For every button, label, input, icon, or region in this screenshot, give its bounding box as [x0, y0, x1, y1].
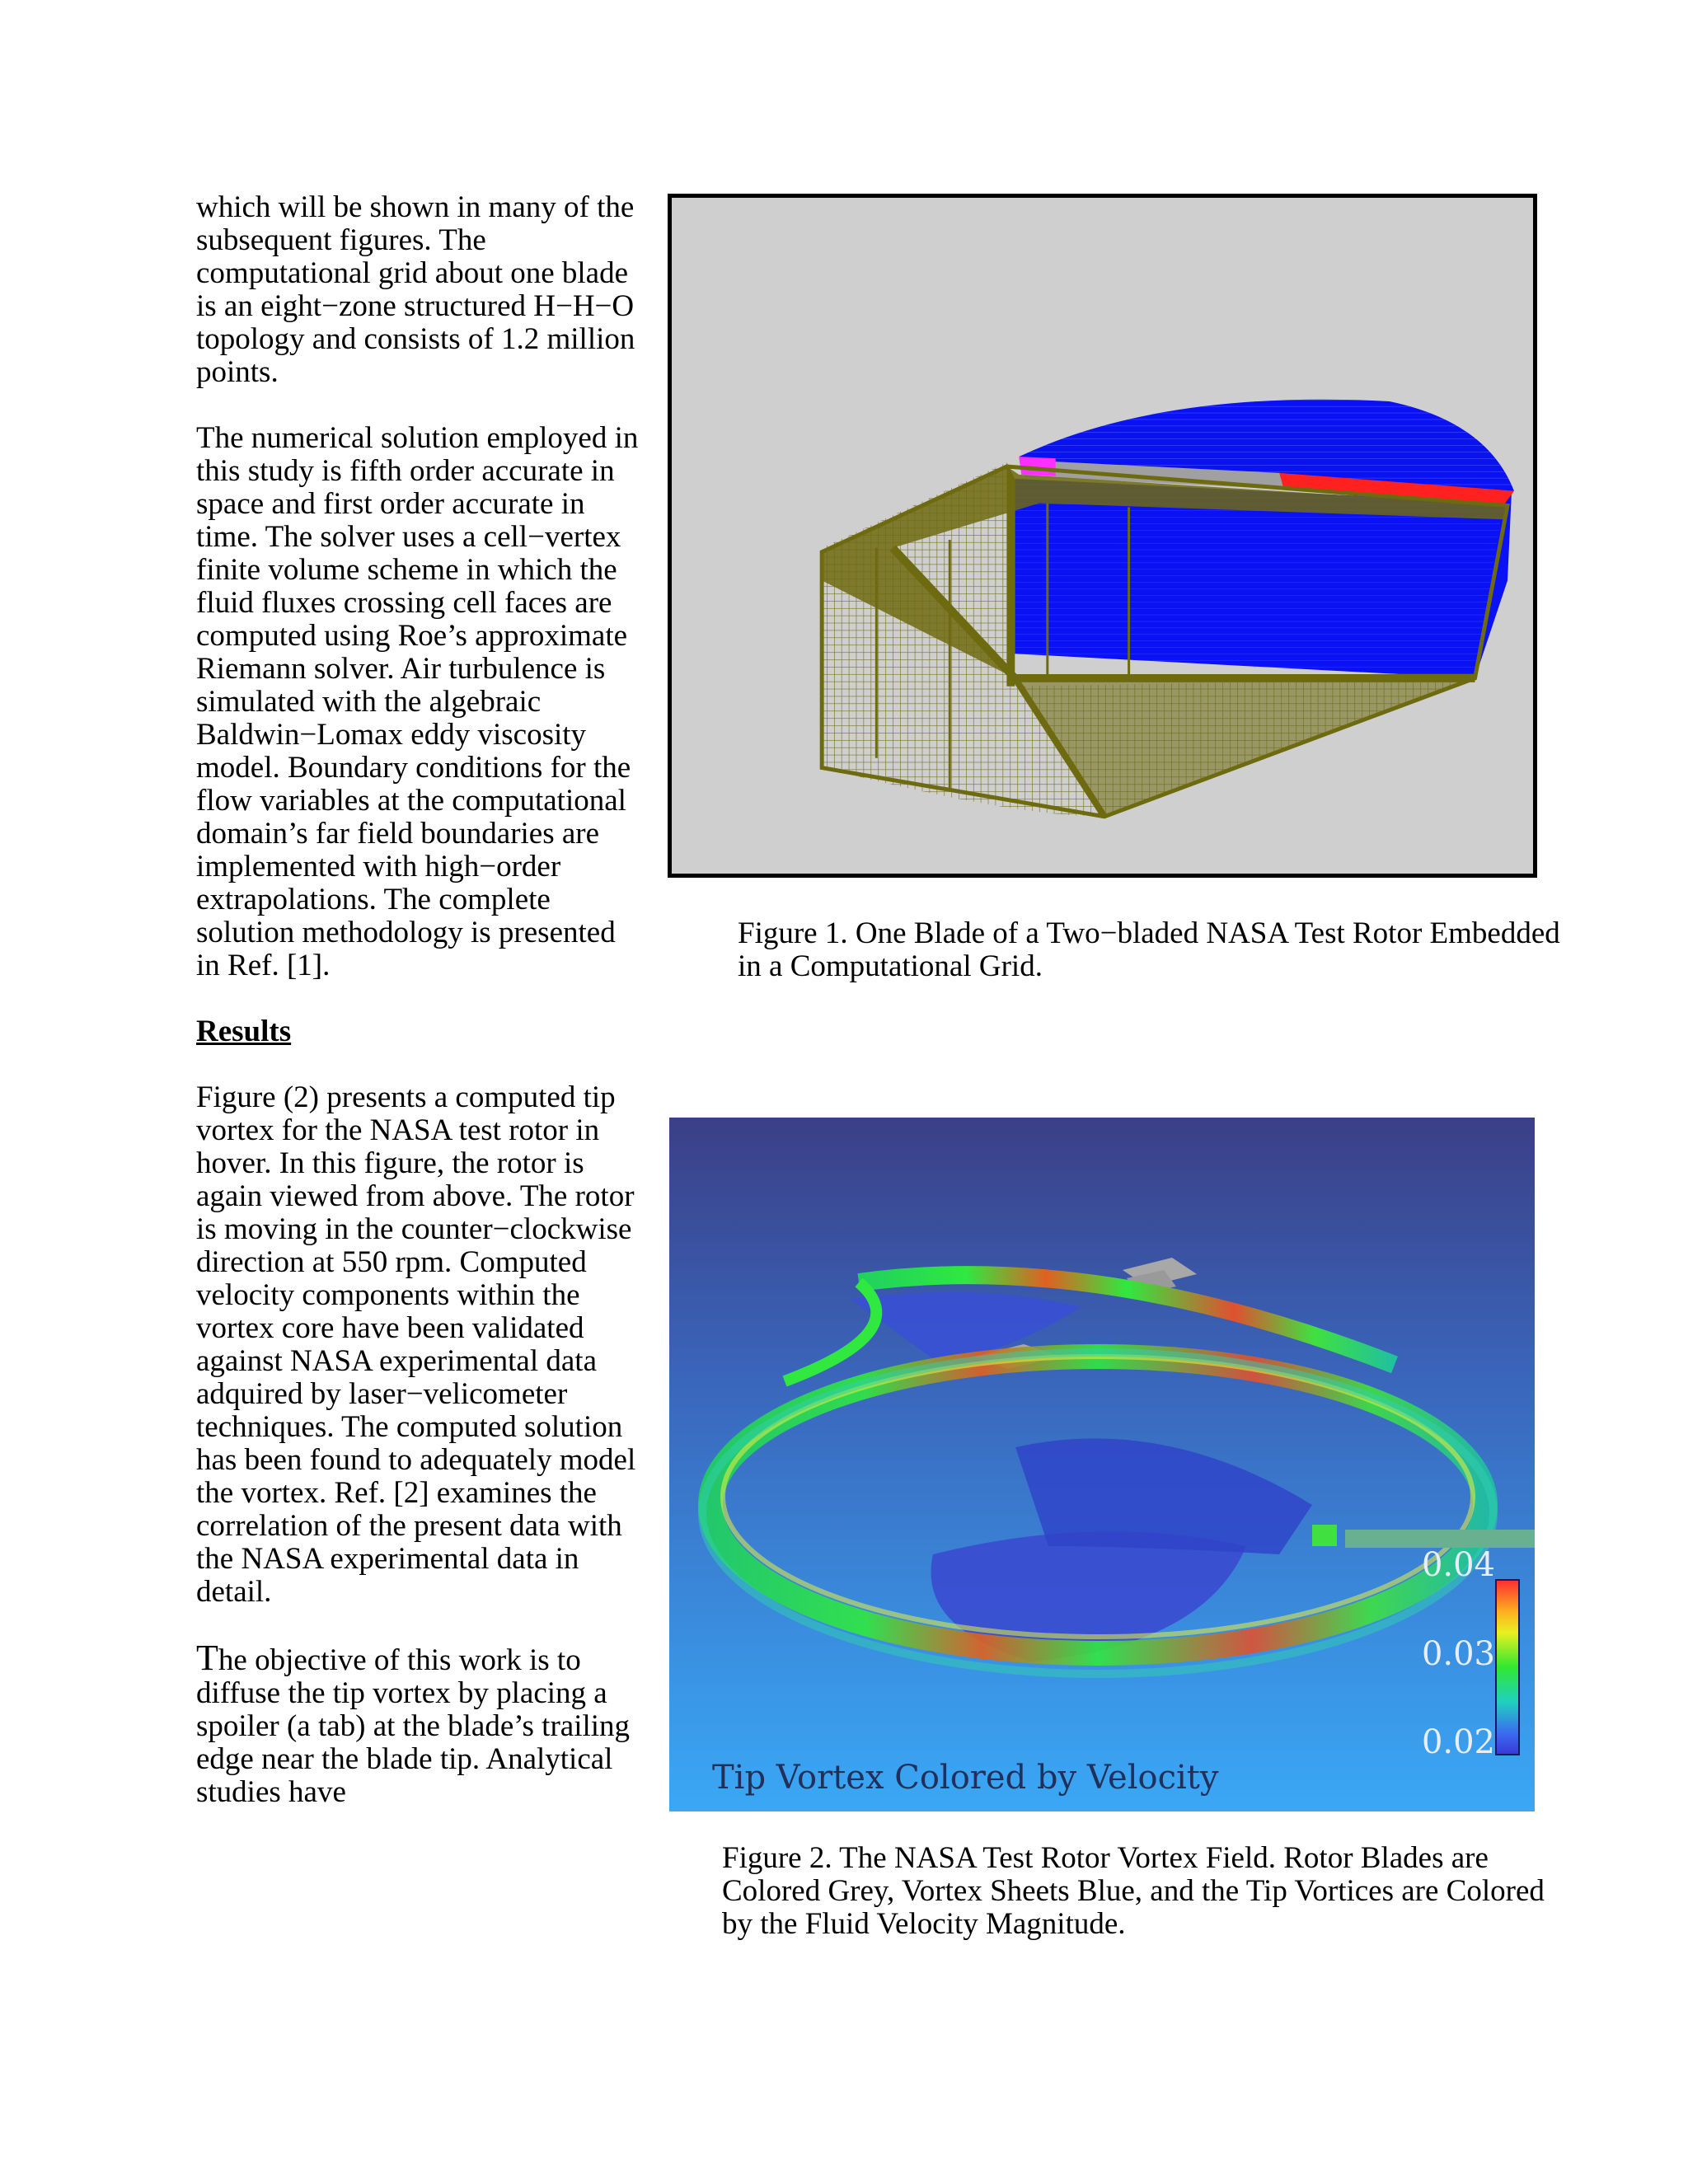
figure-2-caption: Figure 2. The NASA Test Rotor Vortex Field. Rotor Blades are Colored Grey, Vortex Sheets Blue, and the Tip Vortices are Colored by the Fluid Velocity Magnitude. [722, 1841, 1545, 1941]
colorbar-label-max: 0.04 [1421, 1546, 1495, 1584]
paragraph-results: Figure (2) presents a computed tip vortex for the NASA test rotor in hover. In this figure, the rotor is again viewed from above. The rotor is moving in the counter−clockwise direction at 550 rpm. Computed velocity components within the vortex core have been validated against NASA experimental data adquired by laser−velicometer techniques. The computed solution has been found to adequately model the vortex. Ref. [2] examines the correlation of the present data with the NASA experimental data in detail. [196, 1080, 636, 1609]
grid-illustration [672, 198, 1533, 874]
colorbar-label-min: 0.02 [1421, 1723, 1495, 1761]
figure-1-caption: Figure 1. One Blade of a Two−bladed NASA Test Rotor Embedded in a Computational Grid. [738, 916, 1560, 983]
figure-1-grid-image [668, 194, 1537, 878]
velocity-colorbar [1495, 1579, 1520, 1755]
vortex-illustration [669, 1118, 1535, 1811]
paragraph-numerical-solution: The numerical solution employed in this study is fifth order accurate in space and first order accurate in time. The solver uses a cell−vertex finite volume scheme in which the fluid fluxes crossing cell faces are computed using Roe’s approximate Riemann solver. Air turbulence is simulated with the algebraic Baldwin−Lomax eddy viscosity model. Boundary conditions for the flow variables at the computational domain’s far field boundaries are implemented with high−order extrapolations. The complete solution methodology is presented in Ref. [1]. [196, 421, 639, 982]
colorbar-label-mid: 0.03 [1421, 1635, 1495, 1673]
section-heading-results: Results [196, 1015, 292, 1048]
figure-2-vortex-image [669, 1118, 1535, 1811]
left-column [196, 191, 641, 1842]
paragraph-grid: which will be shown in many of the subsequent figures. The computational grid about one blade is an eight−zone structured H−H−O topology and consists of 1.2 million points. [196, 190, 635, 389]
paragraph-objective-text: he objective of this work is to diffuse the tip vortex by placing a spoiler (a tab) at the blade’s trailing edge near the blade tip. Analytical studies have [196, 1643, 631, 1809]
drop-letter: T [196, 1638, 218, 1678]
paragraph-objective [196, 1638, 641, 1809]
figure-2-inset-title: Tip Vortex Colored by Velocity [712, 1759, 1219, 1797]
